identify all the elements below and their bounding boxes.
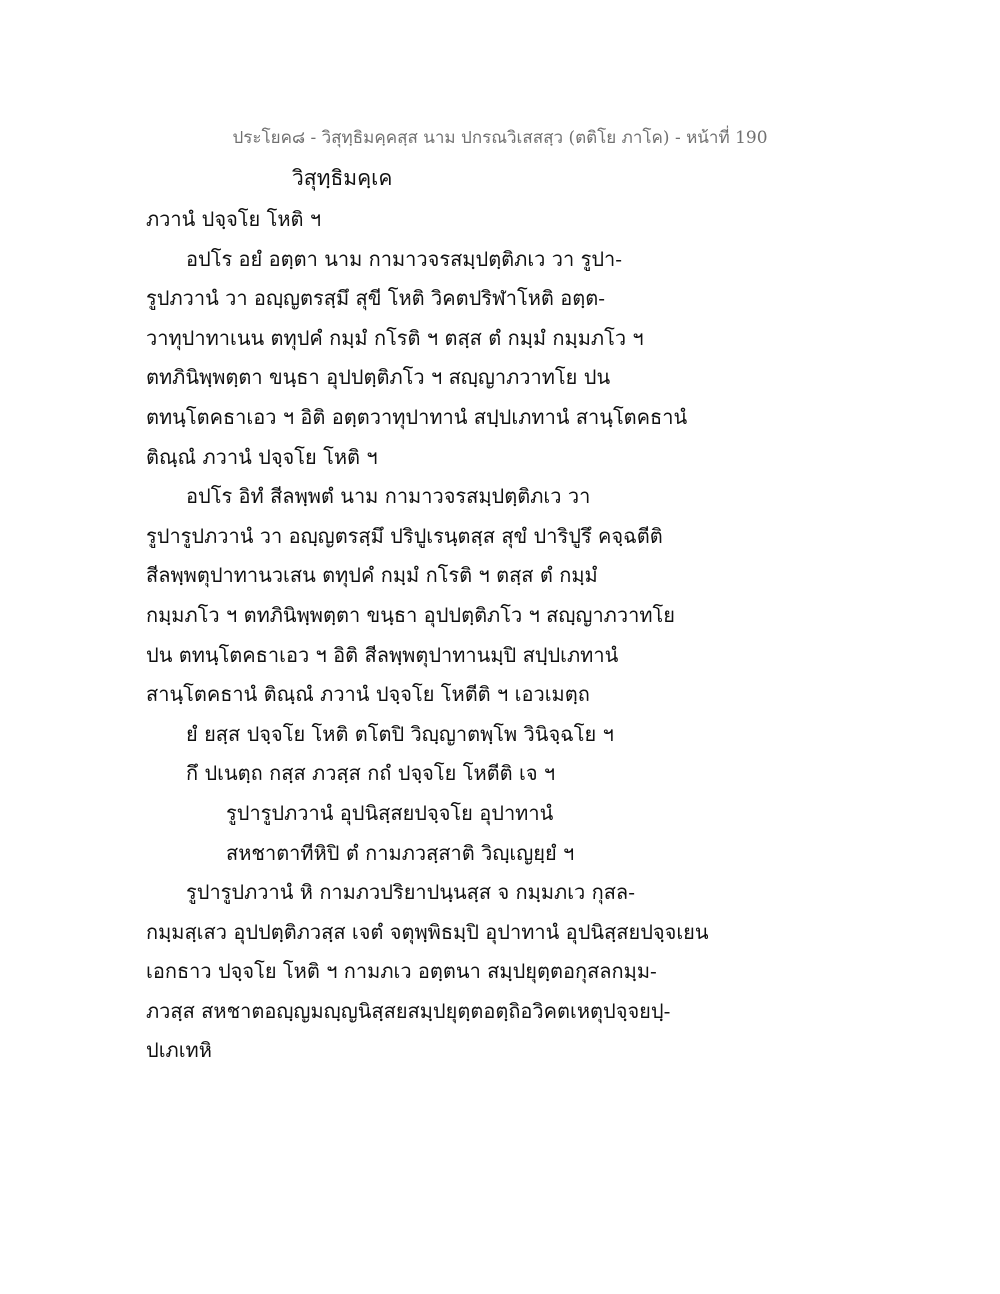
- text-line: ปเภเทหิ: [146, 1038, 212, 1063]
- text-line: อปโร อิทํ สีลพฺพตํ นาม กามาวจรสมฺปตฺติภเว วา: [186, 484, 591, 509]
- text-line: รูปารูปภวานํ หิ กามภวปริยาปนฺนสฺส จ กมฺมภเว กุสล-: [186, 880, 635, 905]
- text-line: อปโร อยํ อตฺตา นาม กามาวจรสมฺปตฺติภเว วา รูปา-: [186, 246, 623, 271]
- text-line: กมฺมภโว ฯ ตทภินิพฺพตฺตา ขนฺธา อุปปตฺติภโว ฯ สญฺญาภวาทโย: [146, 602, 675, 627]
- text-line: ยํ ยสฺส ปจฺจโย โหติ ตโตปิ วิญฺญาตพฺโพ วินิจฺฉโย ฯ: [186, 721, 614, 746]
- body-text: [146, 200, 866, 1071]
- text-line: ภวสฺส สหชาตอญฺญมญฺญนิสฺสยสมฺปยุตฺตอตฺถิอวิคตเหตุปจฺจยปฺ-: [146, 998, 671, 1023]
- verse-line: รูปารูปภวานํ อุปนิสฺสยปจฺจโย อุปาทานํ: [226, 800, 554, 825]
- text-line: ปน ตทนฺโตคธาเอว ฯ อิติ สีลพฺพตุปาทานมฺปิ สปฺปเภทานํ: [146, 642, 619, 667]
- text-line: สีลพฺพตุปาทานวเสน ตทุปคํ กมฺมํ กโรติ ฯ ตสฺส ตํ กมฺมํ: [146, 563, 598, 588]
- running-header: ประโยค๘ - วิสุทฺธิมคฺคสฺส นาม ปกรณวิเสสสฺว (ตติโย ภาโค) - หน้าที่ 190: [232, 128, 768, 148]
- text-line: รูปารูปภวานํ วา อญฺญตรสฺมึ ปริปูเรนฺตสฺส สุขํ ปาริปูรึ คจฺฉตีติ: [146, 523, 663, 548]
- text-line: วาทุปาทาเนน ตทุปคํ กมฺมํ กโรติ ฯ ตสฺส ตํ กมฺมํ กมฺมภโว ฯ: [146, 325, 644, 350]
- text-line: ติณฺณํ ภวานํ ปจฺจโย โหติ ฯ: [146, 444, 378, 469]
- text-line: ภวานํ ปจฺจโย โหติ ฯ: [146, 207, 322, 231]
- text-line: เอกธาว ปจฺจโย โหติ ฯ กามภเว อตฺตนา สมฺปยุตฺตอกุสลกมฺม-: [146, 959, 657, 984]
- text-line: กึ ปเนตฺถ กสฺส ภวสฺส กถํ ปจฺจโย โหตีติ เจ ฯ: [186, 761, 556, 786]
- text-line: ตทภินิพฺพตฺตา ขนฺธา อุปปตฺติภโว ฯ สญฺญาภวาทโย ปน: [146, 365, 611, 390]
- text-line: ตทนฺโตคธาเอว ฯ อิติ อตฺตวาทุปาทานํ สปฺปเภทานํ สานฺโตคธานํ: [146, 404, 688, 429]
- text-line: สานฺโตคธานํ ติณฺณํ ภวานํ ปจฺจโย โหตีติ ฯ เอวเมตฺถ: [146, 682, 590, 707]
- verse-line: สหชาตาทีหิปิ ตํ กามภวสฺสาติ วิญฺเญยฺยํ ฯ: [226, 840, 575, 865]
- section-title: วิสุทฺธิมคฺเค: [292, 166, 393, 190]
- text-line: รูปภวานํ วา อญฺญตรสฺมึ สุขี โหติ วิคตปริฬาโหติ อตฺต-: [146, 286, 605, 311]
- text-line: กมฺมสฺเสว อุปปตฺติภวสฺส เจตํ จตุพฺพิธมฺปิ อุปาทานํ อุปนิสฺสยปจฺจเยน: [146, 919, 709, 944]
